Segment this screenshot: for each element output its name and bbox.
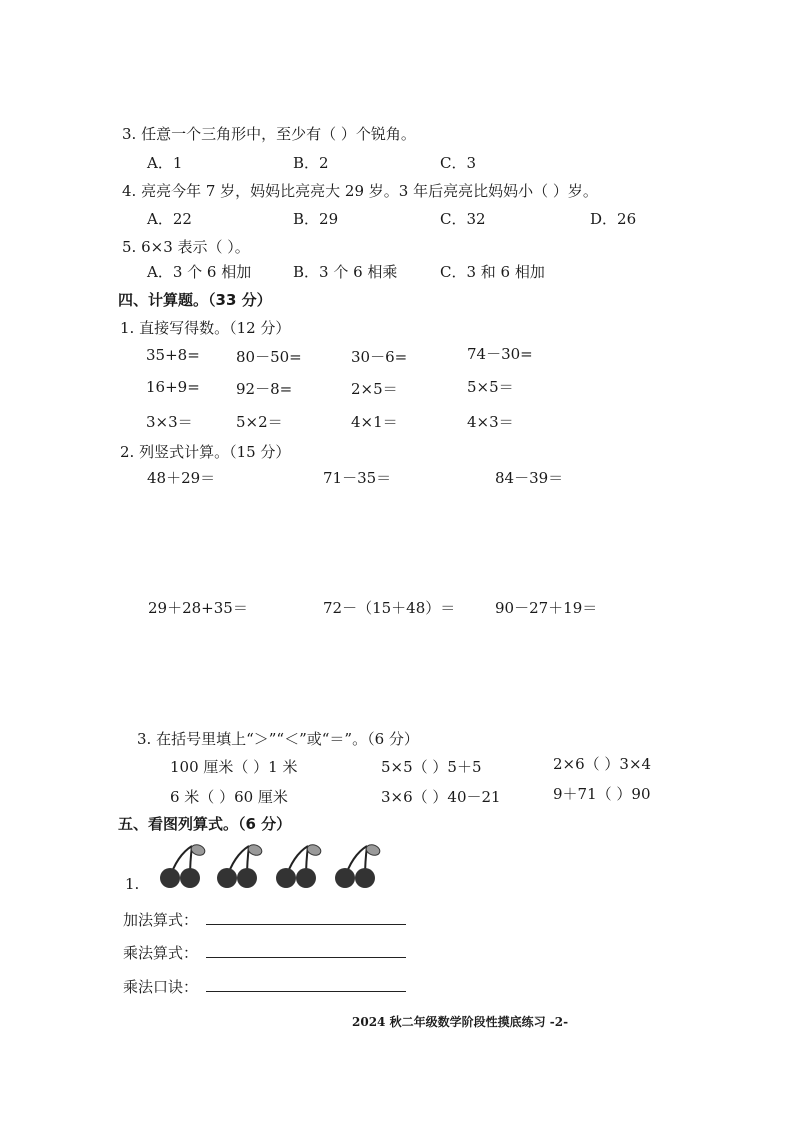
q3-option-a: A．1 <box>147 154 183 172</box>
vertical-calc-item: 72－（15＋48）＝ <box>323 599 456 617</box>
q4-option-d: D．26 <box>590 210 637 228</box>
compare-item: 2×6（ ）3×4 <box>553 755 652 773</box>
rhyme-label: 乘法口诀： <box>123 978 199 996</box>
vertical-calc-item: 71－35＝ <box>323 469 392 487</box>
q5-option-b: B．3 个 6 相乘 <box>293 263 398 281</box>
part1-title: 1. 直接写得数。（12 分） <box>120 319 291 337</box>
q4-option-a: A．22 <box>147 210 192 228</box>
oral-calc-item: 92－8= <box>236 380 293 398</box>
vertical-calc-item: 48＋29＝ <box>147 469 216 487</box>
page-footer: 2024 秋二年级数学阶段性摸底练习 -2- <box>352 1015 569 1029</box>
addition-label: 加法算式： <box>123 911 199 929</box>
oral-calc-item: 80－50= <box>236 348 302 366</box>
addition-answer-line[interactable] <box>206 924 406 925</box>
vertical-calc-item: 29＋28+35＝ <box>148 599 248 617</box>
q5-option-a: A．3 个 6 相加 <box>147 263 252 281</box>
compare-item: 3×6（ ）40－21 <box>381 788 501 806</box>
cherry-picture <box>213 840 263 890</box>
oral-calc-item: 35+8= <box>146 346 200 364</box>
q3-option-b: B．2 <box>293 154 329 172</box>
q3-stem: 3. 任意一个三角形中，至少有（ ）个锐角。 <box>122 125 416 143</box>
oral-calc-item: 5×5＝ <box>467 378 514 396</box>
oral-calc-item: 5×2＝ <box>236 413 283 431</box>
oral-calc-item: 3×3＝ <box>146 413 193 431</box>
q5-stem: 5. 6×3 表示（ ）。 <box>122 238 250 256</box>
q3-option-c: C．3 <box>440 154 477 172</box>
oral-calc-item: 2×5＝ <box>351 380 398 398</box>
q4-stem: 4. 亮亮今年 7 岁，妈妈比亮亮大 29 岁。3 年后亮亮比妈妈小（ ）岁。 <box>122 182 598 200</box>
part2-title: 2. 列竖式计算。（15 分） <box>120 443 291 461</box>
q5-option-c: C．3 和 6 相加 <box>440 263 545 281</box>
vertical-calc-item: 90－27＋19＝ <box>495 599 598 617</box>
q4-option-c: C．32 <box>440 210 486 228</box>
section4-title: 四、计算题。（33 分） <box>118 291 272 309</box>
q4-option-b: B．29 <box>293 210 339 228</box>
cherry-picture <box>156 840 206 890</box>
multiplication-answer-line[interactable] <box>206 957 406 958</box>
oral-calc-item: 4×1＝ <box>351 413 398 431</box>
oral-calc-item: 4×3＝ <box>467 413 514 431</box>
cherry-picture <box>331 840 381 890</box>
item-number: 1. <box>125 875 140 893</box>
section5-title: 五、看图列算式。（6 分） <box>118 815 292 833</box>
oral-calc-item: 30－6= <box>351 348 408 366</box>
compare-item: 9＋71（ ）90 <box>553 785 651 803</box>
compare-item: 100 厘米（ ）1 米 <box>170 758 298 776</box>
part3-title: 3. 在括号里填上“＞”“＜”或“＝”。（6 分） <box>137 730 419 748</box>
oral-calc-item: 74－30= <box>467 345 533 363</box>
compare-item: 5×5（ ）5＋5 <box>381 758 482 776</box>
oral-calc-item: 16+9= <box>146 378 200 396</box>
rhyme-answer-line[interactable] <box>206 991 406 992</box>
compare-item: 6 米（ ）60 厘米 <box>170 788 288 806</box>
cherry-picture <box>272 840 322 890</box>
vertical-calc-item: 84－39＝ <box>495 469 564 487</box>
multiplication-label: 乘法算式： <box>123 944 199 962</box>
